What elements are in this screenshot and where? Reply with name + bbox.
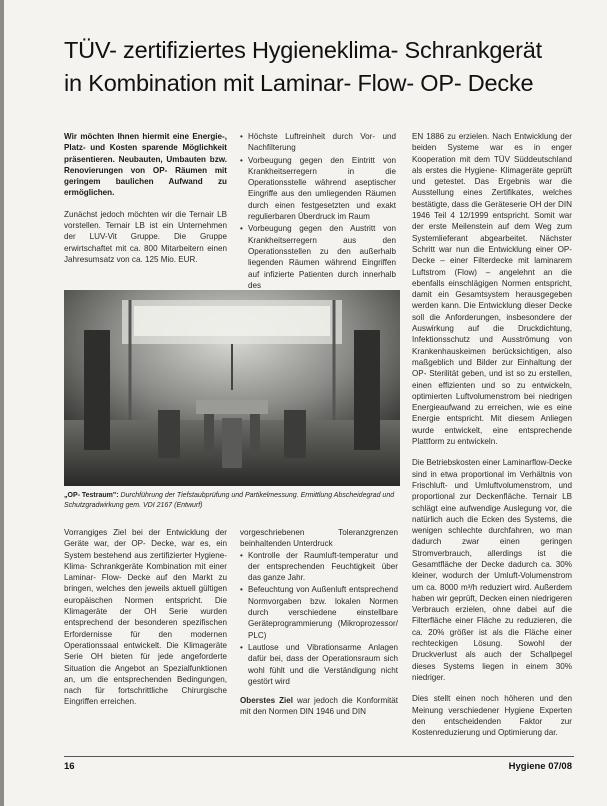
feature-bullet: • Befeuchtung von Außenluft entsprechend Normvorgaben bzw. lokalen Normen durch verschiedene einstellbare Geräteprogrammierung (Mikroprozessor/ PLC) <box>240 584 398 640</box>
feature-list-bottom <box>240 550 398 688</box>
right-paragraph: EN 1886 zu erzielen. Nach Entwicklung der beiden Systeme war es in enger Kooperation mit dem TÜV Süddeutschland als erstes die Hygiene- Klimageräte geprüft und getestet. Das Ergebnis war die Ausstellung eines Zertifikates, welches bestätigte, dass die Geräteserie OH der DIN 1946 Teil 4 12/1999 entspricht. Somit war der erste Meilenstein auf dem Weg zum Systemlieferant abgearbeitet. Nächster Schritt war nun die Entwicklung einer OP- Decke – einer Filterdecke mit laminarem Luftstrom (Flow) – angelehnt an die ebenfalls einschlägigen Normen entspricht, damit ein Gesamtsystem herausgegeben werden kann. Die Entwicklung dieser Decke soll die Anforderungen, insbesondere der Auswirkung auf die Druckdichtung, Infektionsschutz und Ausströmung von Krankenhauskeimen berücksichtigen, also maßgeblich und Bilder zur Einhaltung der OP- Sterilität geben, und ist so zu erstellen, einen effizienten und so zu entwickeln, optimierten Luftvolumenstrom bei niedrigen Energieaufwand zu erreichen, wie es eine Energie entspricht. Mit diesem Anliegen wurde entwickelt, eine entsprechende Plattform zu entwickeln. <box>412 132 572 447</box>
feature-bullet: • Kontrolle der Raumluft-temperatur und der entsprechenden Feuchtigkeit über das ganze Jahr. <box>240 550 398 584</box>
journal-issue: Hygiene 07/08 <box>508 761 572 772</box>
goal-statement-text: war jedoch die Konformität mit den Normen DIN 1946 und DIN <box>240 696 398 717</box>
article-title-line-1: TÜV- zertifiziertes Hygieneklima- Schrankgerät <box>64 37 542 63</box>
page-number: 16 <box>64 761 75 772</box>
article-title-line-2: in Kombination mit Laminar- Flow- OP- Decke <box>64 70 534 96</box>
page-binding-edge <box>0 0 4 806</box>
intro-column <box>64 131 227 275</box>
feature-bullet: • Lautlose und Vibrationsarme Anlagen dafür bei, dass der Operationsraum sich wohl fühlt und die Verständigung nicht gestört wird <box>240 642 398 687</box>
feature-bullet: • Vorbeugung gegen den Austritt von Krankheitserregern aus den Operationsstellen zu den außerhalb liegenden Räumen während Eingriffen auf infizierte Patienten durch innerhalb des <box>240 223 396 291</box>
company-paragraph: Zunächst jedoch möchten wir die Ternair LB vorstellen. Ternair LB ist ein Unternehmen der LUV-Vit Gruppe. Die Gruppe erwirtschaftet mit ca. 800 Mitarbeitern einen Jahresumsatz von ca. 125 Mio. EUR. <box>64 209 227 264</box>
right-paragraph: Die Betriebskosten einer Laminarflow-Decke sind in etwa proportional im Verhältnis von Frischluft- und Umluftvolumenstrom, und proportional zur Deckenfläche. Ternair LB schlägt eine aufwendige Auslegung vor, die natürlich auch die Ecken des Systems, die wenigen schlechte durchfahren, wo man dadurch zwar einen geringen Stromverbrauch, allerdings ist die Gesamtfläche der Decke dadurch ca. 30% kleiner, wodurch der Umluft-Volumenstrom um ca. 8000 m³/h reduziert wird. Außerdem haben wir geprüft, Decken einen niedrigeren Verbrauch erzielen, ohne dabei auf die Filterfläche einer Fläche zu reduzieren, die ca. 20% größer ist als die Fläche einer rechteckigen Lösung. Sowohl der Druckverlust als auch der Schallpegel dieses Systems liegen in einem 30% niedriger. <box>412 458 572 682</box>
goal-statement-lead: Oberstes Ziel <box>240 696 294 706</box>
feature-bullet: • Höchste Luftreinheit durch Vor- und Nachfilterung <box>240 131 396 154</box>
feature-list-top <box>240 131 396 291</box>
feature-bullet: • Vorbeugung gegen den Eintritt von Krankheitserregern in die Operationsstelle während aseptischer Eingriffe aus den umliegenden Räumen durch einen festgesetzten und exakt regulierbaren Überdruck im Raum <box>240 155 396 223</box>
right-column <box>412 131 572 748</box>
goal-column <box>64 527 227 718</box>
goal-paragraph: Vorrangiges Ziel bei der Entwicklung der Geräte war, der OP- Decke, war es, ein System bestehend aus zertifizierter Hygiene- Klima- Schrankgeräte Kombination mit einer Laminar- Flow- Decke auf den Markt zu bringen, welches den jeweils aktuell gültigen europäischen Normen entspricht. Die Klimageräte der OH Serie wurden entsprechend der besonderen spezifischen Erfordernisse für den modernen Operationssaal entwickelt. Die Klimageräte Serie OH bieten für jede angeforderte Situation die Angebot an Spezialfunktionen an, um die entsprechenden Bedingungen, nach für fortschrittliche Chirurgische Eingriffen erreichen. <box>64 528 227 707</box>
operating-room-illustration <box>64 290 400 486</box>
feature-column-bottom <box>240 527 398 728</box>
intro-bold-paragraph: Wir möchten Ihnen hiermit eine Energie-, Platz- und Kosten sparende Möglichkeit präsentieren. Neubauten, Umbauten bzw. Renovierungen von OP- Räumen mit geringem baulichen Aufwand zu ermöglichen. <box>64 132 227 198</box>
feature-column-top <box>240 131 396 292</box>
footer-rule <box>64 756 574 757</box>
feature-continuation: vorgeschriebenen Toleranzgrenzen beinhaltenden Unterdruck <box>240 528 398 549</box>
article-title <box>64 34 594 100</box>
caption-text: Durchführung der Tiefstaubprüfung und Partikelmessung. Ermittlung Abscheidegrad und Schutzgradwirkung gem. VDI 2167 (Entwurf) <box>64 492 395 509</box>
goal-statement <box>240 695 398 718</box>
caption-lead: „OP- Testraum": <box>64 492 119 499</box>
operating-room-photo <box>64 290 400 486</box>
right-paragraph: Dies stellt einen noch höheren und den Meinung verschiedener Hygiene Experten den entscheidenden Faktor zur Kostenreduzierung und Optimierung dar. <box>412 694 572 738</box>
photo-caption <box>64 491 400 510</box>
